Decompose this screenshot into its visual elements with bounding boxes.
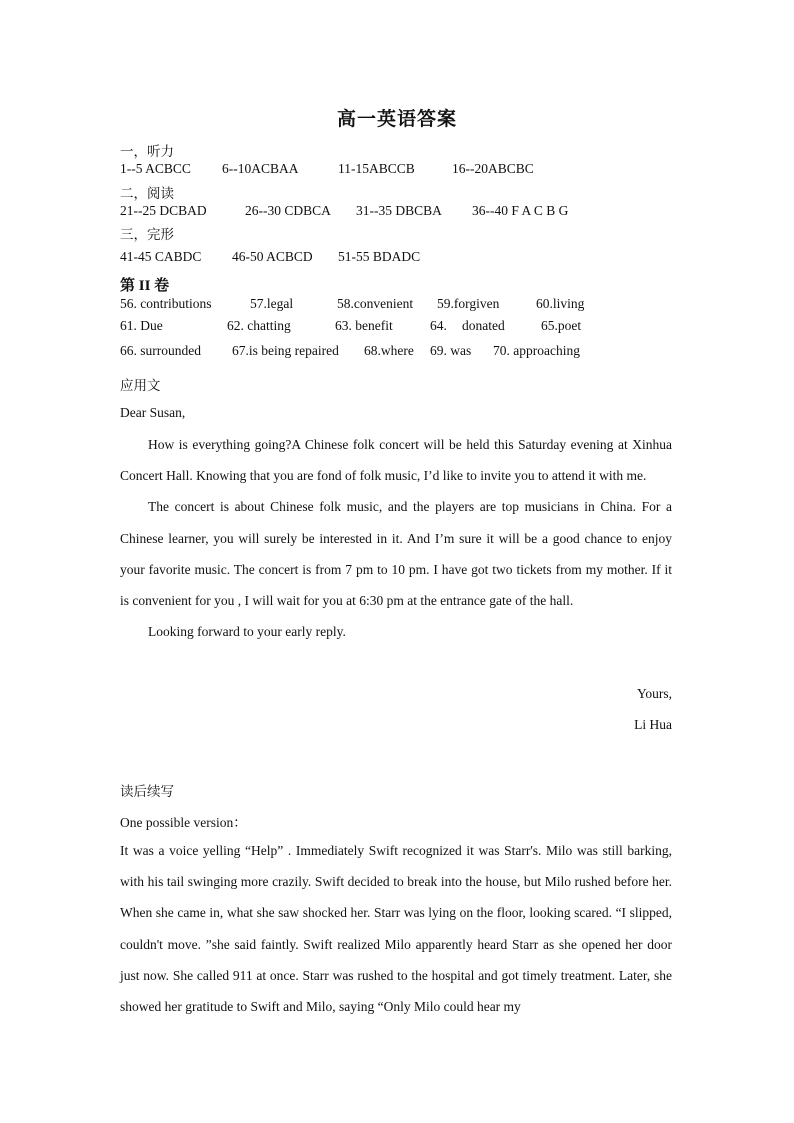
answer-group: 16--20ABCBC [452,161,534,176]
answer-item: 63. benefit [335,318,393,333]
answer-item: 61. Due [120,318,163,333]
answer-item: 67.is being repaired [232,343,339,358]
answer-item: 56. contributions [120,296,212,311]
section-heading-application: 应用文 [120,378,161,393]
letter-salutation: Dear Susan, [120,405,186,420]
answer-item: 66. surrounded [120,343,201,358]
answer-item: 69. was [430,343,472,358]
answer-group: 6--10ACBAA [222,161,299,176]
answer-item: 70. approaching [493,343,580,358]
answer-group: 26--30 CDBCA [245,203,331,218]
letter-signature: Li Hua [634,717,672,732]
section-heading-cloze: 三，完形 [120,227,174,242]
letter-paragraph: The concert is about Chinese folk music, and the players are top musicians in China. For a Chinese learner, you will surely be interested in it. And I’m sure it will be a good chance to enjoy your favorite music. The concert is from 7 pm to 10 pm. I have got two tickets from my mother. If it is convenient for you , I will wait for you at 6:30 pm at the entrance gate of the hall. [120,499,672,609]
answer-group: 21--25 DCBAD [120,203,207,218]
answer-group: 51-55 BDADC [338,249,421,264]
answer-item: 62. chatting [227,318,291,333]
answer-group: 11-15ABCCB [338,161,415,176]
letter-paragraph: Looking forward to your early reply. [148,624,346,640]
answer-item: 57.legal [250,296,294,311]
section-heading-part2: 第 II 卷 [120,278,170,294]
answer-group: 31--35 DBCBA [356,203,442,218]
letter-closing: Yours, [636,686,672,701]
page-title: 高一英语答案 [336,109,457,130]
answer-group: 46-50 ACBCD [232,249,313,264]
answer-item: 60.living [536,296,585,311]
answer-item: donated [462,318,505,333]
answer-item: 68.where [364,343,414,358]
continuation-text: It was a voice yelling “Help” . Immediately Swift recognized it was Starr's. Milo was still barking, with his tail swinging more crazily. Swift decided to break into the house, but Milo rushed before her. When she came in, what she saw shocked her. Starr was lying on the floor, looking scared. “I slipped, couldn't move. ”she said faintly. Swift realized Milo apparently heard Starr as she opened her door just now. She called 911 at once. Starr was rushed to the hospital and got timely treatment. Later, she showed her gratitude to Swift and Milo, saying “Only Milo could hear my [120,843,672,1015]
answer-group: 36--40 F A C B G [472,203,569,218]
section-heading-listening: 一，听力 [120,144,174,159]
answer-group: 1--5 ACBCC [120,161,191,176]
letter-paragraph: How is everything going?A Chinese folk concert will be held this Saturday evening at Xinhua Concert Hall. Knowing that you are fond of folk music, I’d like to invite you to attend it with me. [120,437,672,484]
continuation-subheading: One possible version： [120,815,247,830]
answer-item: 64. [430,318,447,333]
letter-body [120,429,672,647]
section-heading-reading: 二，阅读 [120,186,174,201]
answer-item: 59.forgiven [437,296,500,311]
answer-group: 41-45 CABDC [120,249,202,264]
section-heading-continuation: 读后续写 [120,784,174,799]
answer-item: 65.poet [541,318,582,333]
answer-item: 58.convenient [337,296,414,311]
